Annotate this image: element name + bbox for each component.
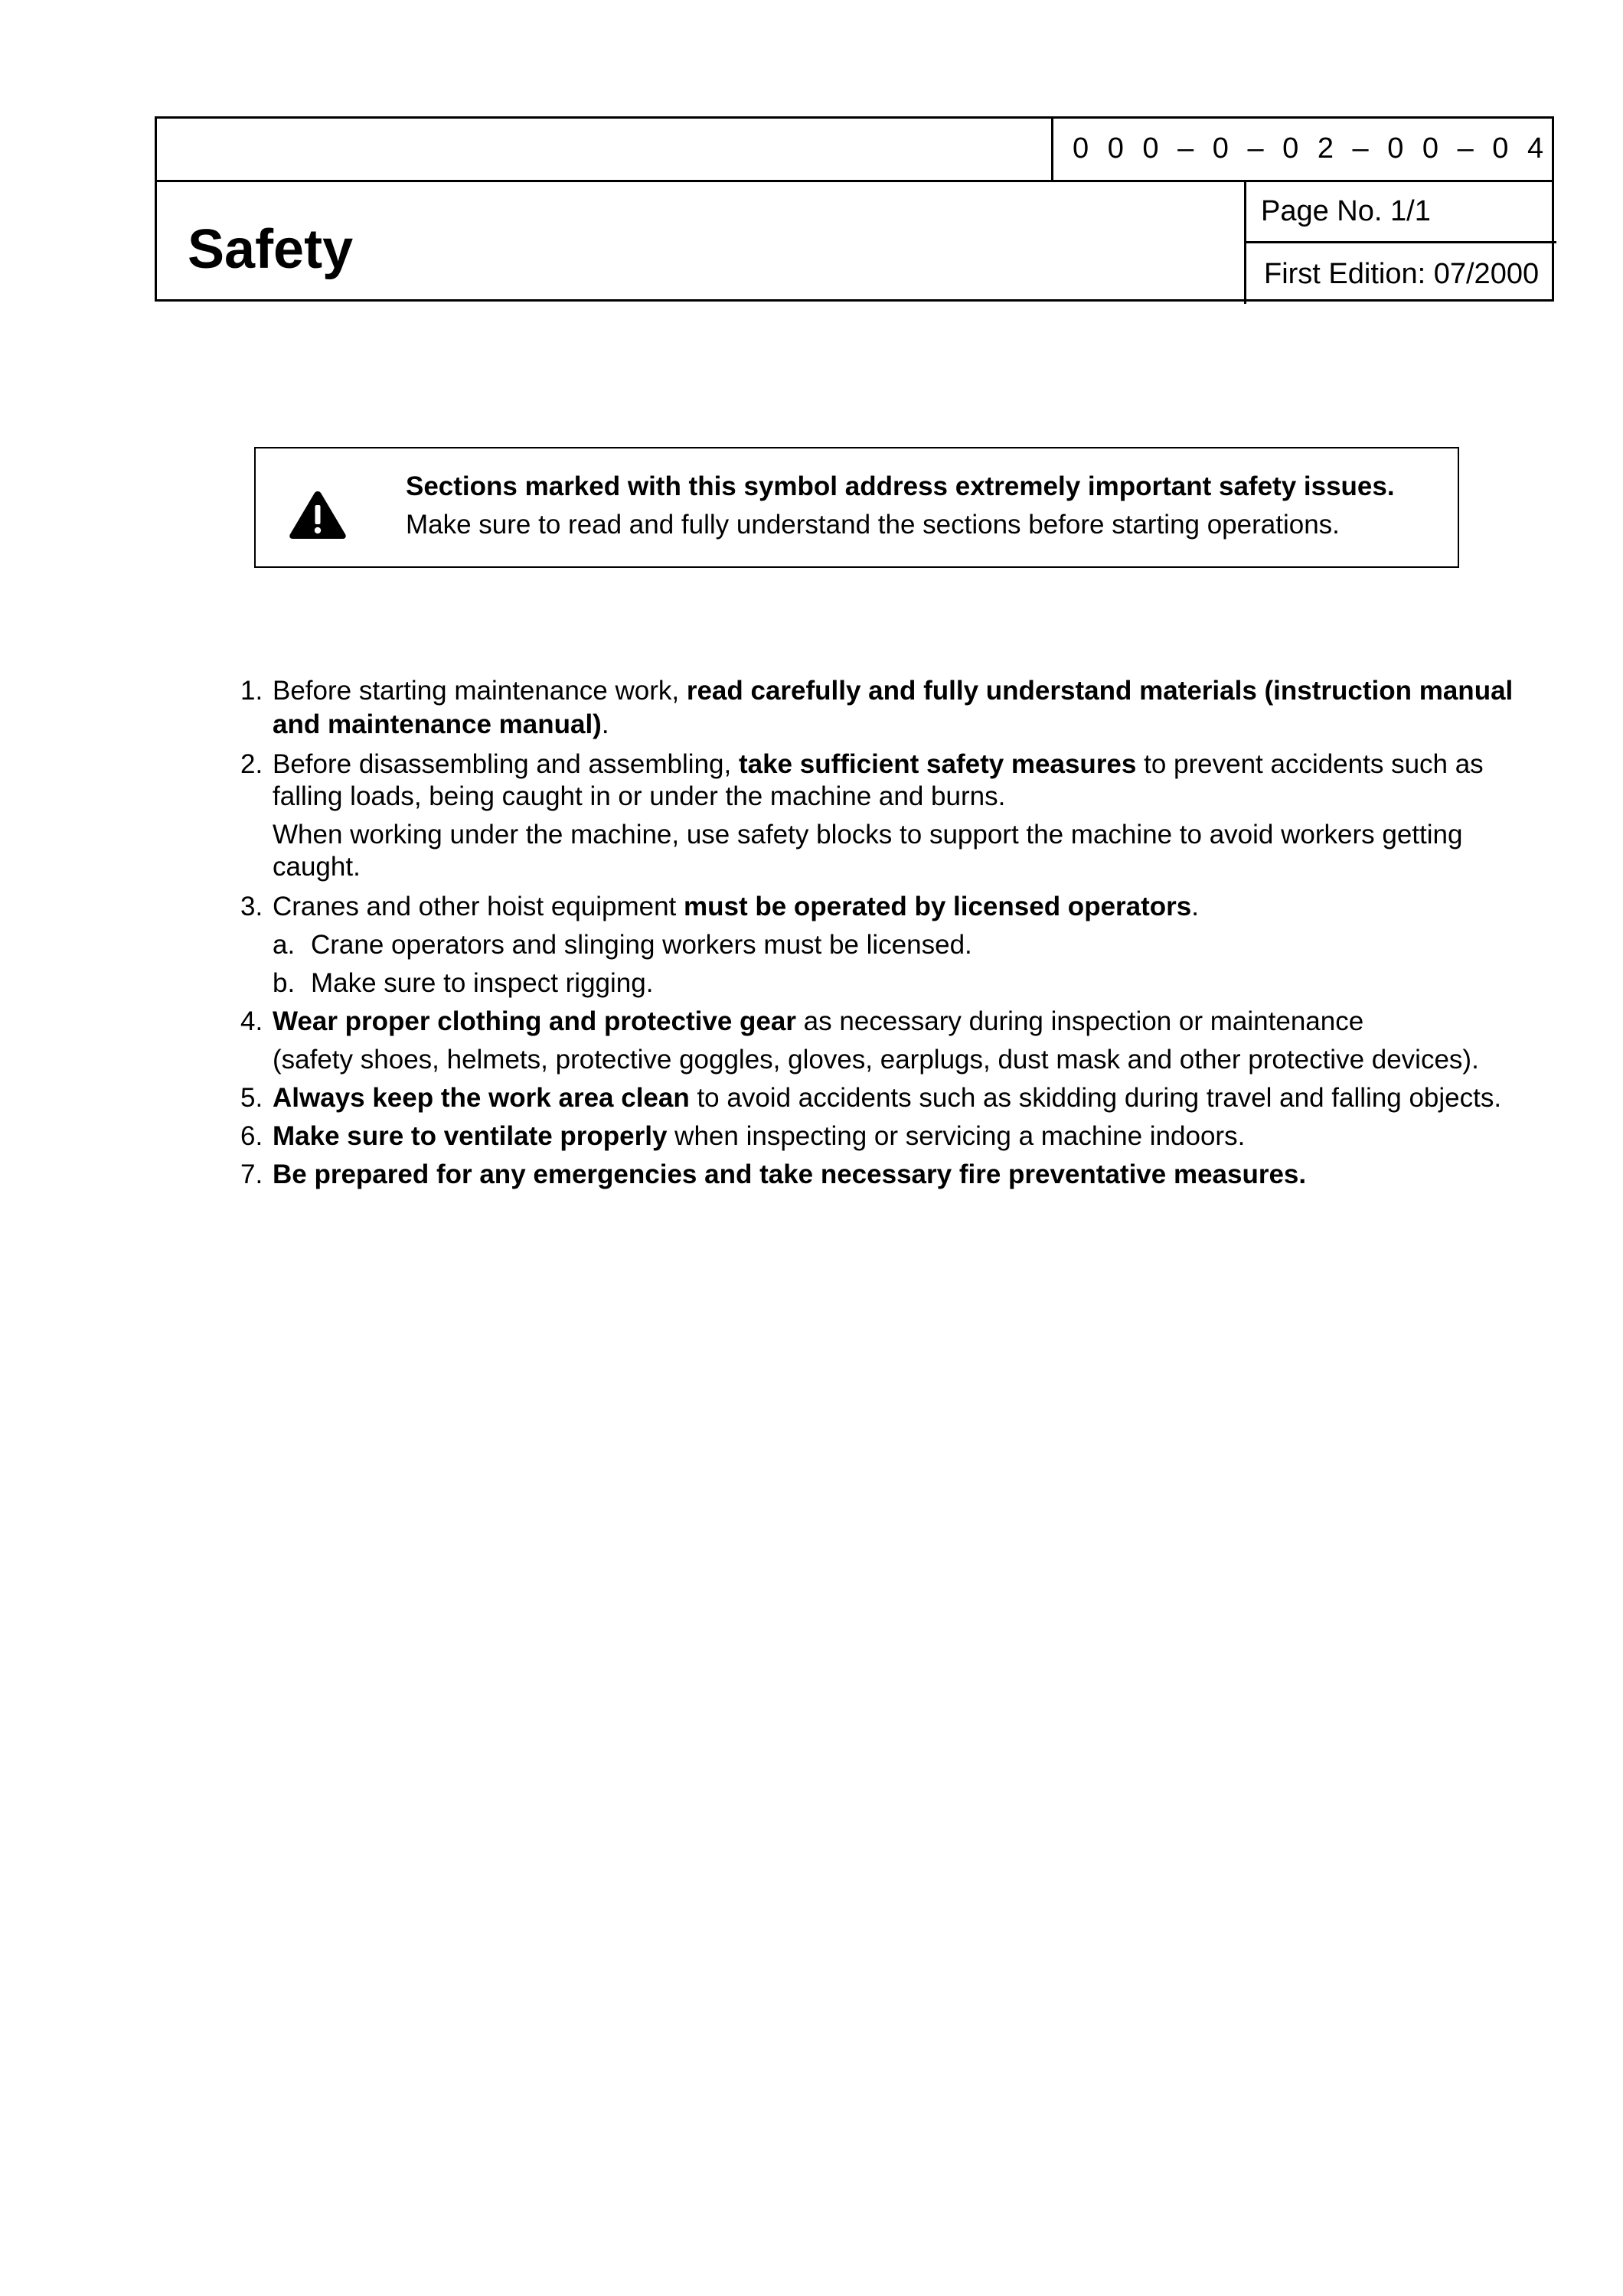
list-item-text: to avoid accidents such as skidding during travel and falling objects. [689,1083,1502,1113]
list-item [273,1082,1501,1114]
sub-item-letter: b. [273,968,296,998]
list-item-emphasis: Make sure to ventilate properly [273,1121,668,1151]
list-item-number: 1. [240,676,263,706]
list-item-continuation: When working under the machine, use safety blocks to support the machine to avoid workers getting [273,820,1463,850]
sub-item-letter: a. [273,930,296,960]
warning-triangle-icon [288,488,348,540]
list-item-emphasis: and maintenance manual) [273,709,602,739]
list-item-text: to prevent accidents such as [1136,749,1484,779]
list-item-number: 2. [240,749,263,779]
list-item-emphasis: take sufficient safety measures [738,749,1137,779]
document-number: 0 0 0 – 0 – 0 2 – 0 0 – 0 4 [1073,132,1550,165]
list-item-continuation: falling loads, being caught in or under the machine and burns. [273,781,1006,811]
list-item-text: as necessary during inspection or maintenance [795,1006,1364,1036]
list-item [273,1120,1245,1153]
document-header [155,116,1554,302]
header-divider [157,180,1552,182]
list-item-text: Before disassembling and assembling, [273,749,739,779]
list-item-continuation: (safety shoes, helmets, protective goggles, gloves, earplugs, dust mask and other protective devices). [273,1045,1479,1075]
list-item [273,675,1513,707]
list-item-text: . [601,709,609,739]
list-item-text: Before starting maintenance work, [273,676,687,706]
list-item-number: 4. [240,1006,263,1036]
warning-heading: Sections marked with this symbol address extremely important safety issues. [406,471,1395,501]
list-item-number: 6. [240,1121,263,1151]
list-item [273,891,1199,923]
list-item-text: . [1191,892,1199,921]
sub-item: Crane operators and slinging workers must be licensed. [311,930,972,960]
first-edition: First Edition: 07/2000 [1264,258,1540,290]
list-item-text: when inspecting or servicing a machine indoors. [667,1121,1246,1151]
page-number: Page No. 1/1 [1261,195,1431,227]
list-item-emphasis: must be operated by licensed operators [684,892,1192,921]
list-item-continuation: caught. [273,852,361,882]
list-item [273,1159,1306,1191]
list-item-number: 5. [240,1083,263,1113]
list-item [273,1006,1363,1038]
warning-box [254,447,1459,568]
list-item-emphasis: Wear proper clothing and protective gear [273,1006,796,1036]
page-title: Safety [188,219,354,280]
list-item-emphasis: Always keep the work area clean [273,1083,690,1113]
list-item [273,748,1484,781]
list-item-emphasis: read carefully and fully understand materials (instruction manual [686,676,1514,706]
list-item-emphasis: Be prepared for any emergencies and take necessary fire preventative measures. [273,1159,1307,1189]
header-divider [1244,241,1556,243]
warning-text: Make sure to read and fully understand the sections before starting operations. [406,510,1340,540]
list-item-text: Cranes and other hoist equipment [273,892,684,921]
list-item-number: 3. [240,892,263,921]
list-item-number: 7. [240,1159,263,1189]
list-item-continuation [273,709,609,741]
sub-item: Make sure to inspect rigging. [311,968,654,998]
header-divider [1051,119,1053,180]
